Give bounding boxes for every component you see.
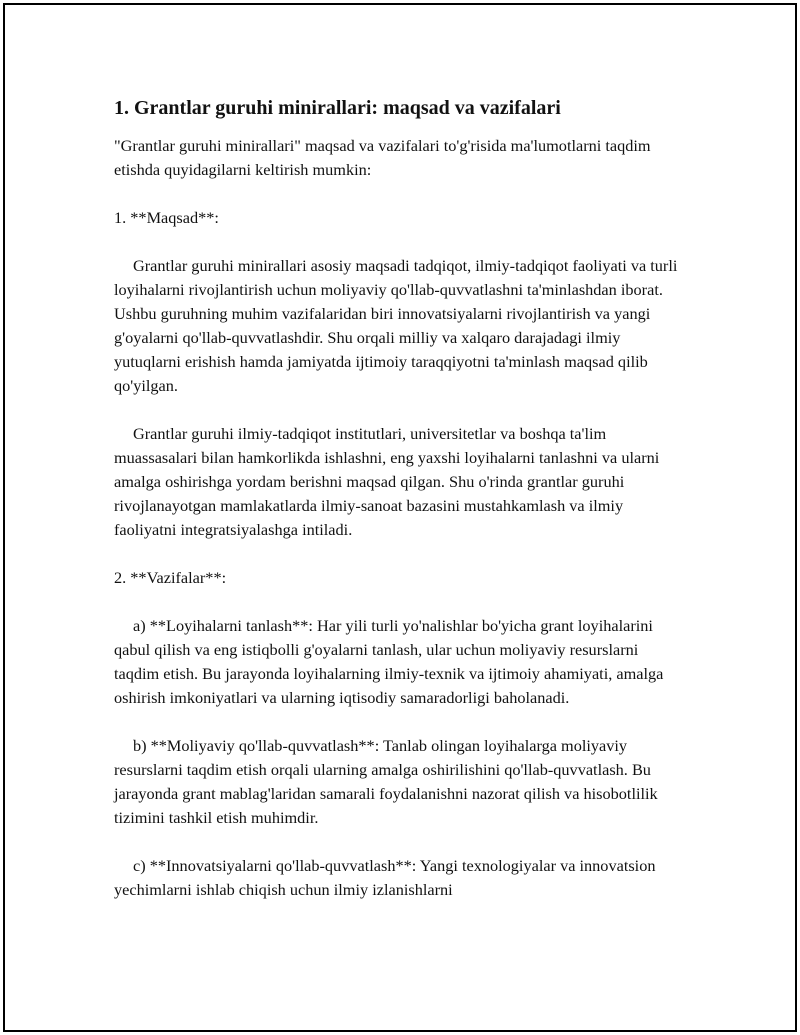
- task-a-paragraph: a) **Loyihalarni tanlash**: Har yili turli yo'nalishlar bo'yicha grant loyihalarini qabul qilish va eng istiqbolli g'oyalarni tanlash, ular uchun moliyaviy resurslarni taqdim etish. Bu jarayonda loyihalarning ilmiy-texnik va ijtimoiy ahamiyati, amalga oshirish imkoniyatlari va ularning iqtisodiy samaradorligi baholanadi.: [114, 616, 664, 707]
- section1-paragraph-1: Grantlar guruhi minirallari asosiy maqsadi tadqiqot, ilmiy-tadqiqot faoliyati va turli loyihalarni rivojlantirish uchun moliyaviy qo'llab-quvvatlashni ta'minlashdan iborat. Ushbu guruhning muhim vazifalaridan biri innovatsiyalarni rivojlantirish va yangi g'oyalarni qo'llab-quvvatlashdir. Shu orqali milliy va xalqaro darajadagi ilmiy yutuqlarni erishish hamda jamiyatda ijtimoiy taraqqiyotni ta'minlash maqsad qilib qo'yilgan.: [114, 256, 678, 395]
- spacer: [114, 710, 684, 734]
- task-c-paragraph: c) **Innovatsiyalarni qo'llab-quvvatlash**: Yangi texnologiyalar va innovatsion yechimlarni ishlab chiqish uchun ilmiy izlanishlarni: [114, 856, 656, 899]
- section2-heading: 2. **Vazifalar**:: [114, 568, 227, 587]
- spacer: [114, 182, 684, 206]
- intro-paragraph: "Grantlar guruhi minirallari" maqsad va vazifalari to'g'risida ma'lumotlarni taqdim etishda quyidagilarni keltirish mumkin:: [114, 136, 651, 179]
- task-b-paragraph: b) **Moliyaviy qo'llab-quvvatlash**: Tanlab olingan loyihalarga moliyaviy resurslarni taqdim etish orqali ularning amalga oshirilishini qo'llab-quvvatlash. Bu jarayonda grant mablag'laridan samarali foydalanishni nazorat qilish va hisobotlilik tizimini tashkil etish muhimdir.: [114, 736, 658, 827]
- spacer: [114, 230, 684, 254]
- spacer: [114, 590, 684, 614]
- document-title: 1. Grantlar guruhi minirallari: maqsad va vazifalari: [114, 97, 561, 119]
- document-body: [114, 92, 684, 902]
- spacer: [114, 830, 684, 854]
- section1-paragraph-2: Grantlar guruhi ilmiy-tadqiqot institutlari, universitetlar va boshqa ta'lim muassasalari bilan hamkorlikda ishlashni, eng yaxshi loyihalarni tanlashni va ularni amalga oshirishga yordam berishni maqsad qilgan. Shu o'rinda grantlar guruhi rivojlanayotgan mamlakatlarda ilmiy-sanoat bazasini mustahkamlash va ilmiy faoliyatni integratsiyalashga intiladi.: [114, 424, 660, 539]
- spacer: [114, 398, 684, 422]
- spacer: [114, 542, 684, 566]
- section1-heading: 1. **Maqsad**:: [114, 208, 219, 227]
